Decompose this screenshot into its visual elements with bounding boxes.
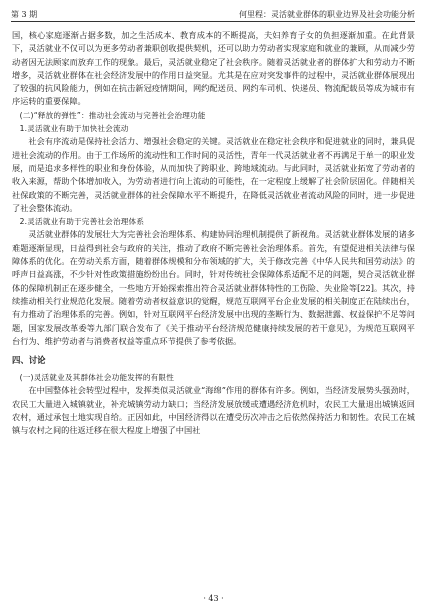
heading-social-mobility: 1.灵活就业有助于加快社会流动 bbox=[19, 124, 129, 134]
paragraph-social-governance: 灵活就业群体的发展壮大为完善社会治理体系、构建协同治理机制提供了新视角。灵活就业群体发展的诸多难题逐渐显现，日益得到社会与政府的关注，推动了政府不断完善社会治理体系。首先，有望促进相关法律与保障体系的优化。在劳动关系方面，随着群体规模和分布领域的扩大，关于修改完善《中华人民共和国劳动法》的呼声日益高涨，不少针对性政策措施纷纷出台。同时，针对传统社会保障体系适配不足的问题，契合灵活就业群体的保障机制正在逐步健全，一些地方开始探索推出符合灵活就业群体特性的工伤险、失业险等[22]。其次，持续推动相关行业规范化发展。随着劳动者权益意识的觉醒，规范互联网平台企业发展的相关制度正在陆续出台，有力推动了治理体系的完善。例如，针对互联网平台经济发展中出现的垄断行为、数据泄露、权益保护不足等问题，国家发展改革委等九部门联合发布了《关于推动平台经济规范健康持续发展的若干意见》，为规范互联网平台行为、维护劳动者与消费者权益等重点环节提供了参考依据。 bbox=[12, 229, 415, 346]
running-title: 何里程：灵活就业群体的职业边界及社会功能分析 bbox=[239, 10, 415, 19]
running-header bbox=[11, 6, 415, 20]
header-rule bbox=[11, 21, 415, 22]
paragraph-social-mobility: 社会有序流动是保持社会活力、增强社会稳定的关键。灵活就业在稳定社会秩序和促进就业的同时，兼具促进社会流动的作用。由于工作场所的流动性和工作时间的灵活性，青年一代灵活就业者不再满足于单一的职业发展，而是追求多样性的职业和身份体验，从而加快了跨职业、跨地域流动。与此同时，灵活就业拓宽了劳动者的收入来源，帮助个体增加收入，为劳动者进行向上流动的可能性，在一定程度上缓解了社会阶层固化。伴随相关社保政策的不断完善，灵活就业群体的社会保障水平不断提升，在降低灵活就业者流动风险的同时，进一步促进了社会整体流动。 bbox=[12, 136, 415, 213]
section-heading-discussion: 四、讨论 bbox=[12, 355, 46, 366]
journal-issue: 第 3 期 bbox=[11, 10, 38, 19]
page-number: · 43 · bbox=[203, 594, 224, 603]
subsection-heading-elastic: (二)“释放的弹性”：推动社会流动与完善社会治理功能 bbox=[19, 110, 206, 120]
subsection-heading-limits: (一)灵活就业及其群体社会功能发挥的有限性 bbox=[19, 373, 174, 383]
paragraph-family-and-order: 国，核心家庭逐渐占据多数，加之生活成本、教育成本的不断提高，夫妇养育子女的负担逐渐加重。在此背景下，灵活就业不仅可以为更多劳动者兼职创收提供契机，还可以助力劳动者实现家庭和就业的兼顾，从而减少劳动者因无法顾家而放弃工作的现象。最后，灵活就业稳定了社会秩序。随着灵活就业者的群体扩大和劳动力不断增多，灵活就业群体在社会经济发展中的作用日益突显。尤其是在应对突发事件的过程中，灵活就业群体展现出了较强的抗风险能力，例如在抗击新冠疫情期间，网约配送员、网约车司机、快递员、物流配载员等成为城市有序运转的重要保障。 bbox=[12, 30, 415, 107]
paragraph-sponge-effect: 在中国整体社会转型过程中，发挥类似灵活就业“海绵”作用的群体有许多。例如，当经济发展势头强劲时，农民工大量进入城镇就业，补充城镇劳动力缺口；当经济发展放缓或遭遇经济危机时，农民工大量退出城镇返回农村，通过承包土地实现自给。正因如此，中国经济得以在遭受历次冲击之后依然保持活力和韧性。农民工在城镇与农村之间的往返迁移在很大程度上增强了中国社 bbox=[12, 385, 415, 436]
heading-social-governance: 2.灵活就业有助于完善社会治理体系 bbox=[19, 217, 145, 227]
article-body bbox=[12, 29, 415, 438]
